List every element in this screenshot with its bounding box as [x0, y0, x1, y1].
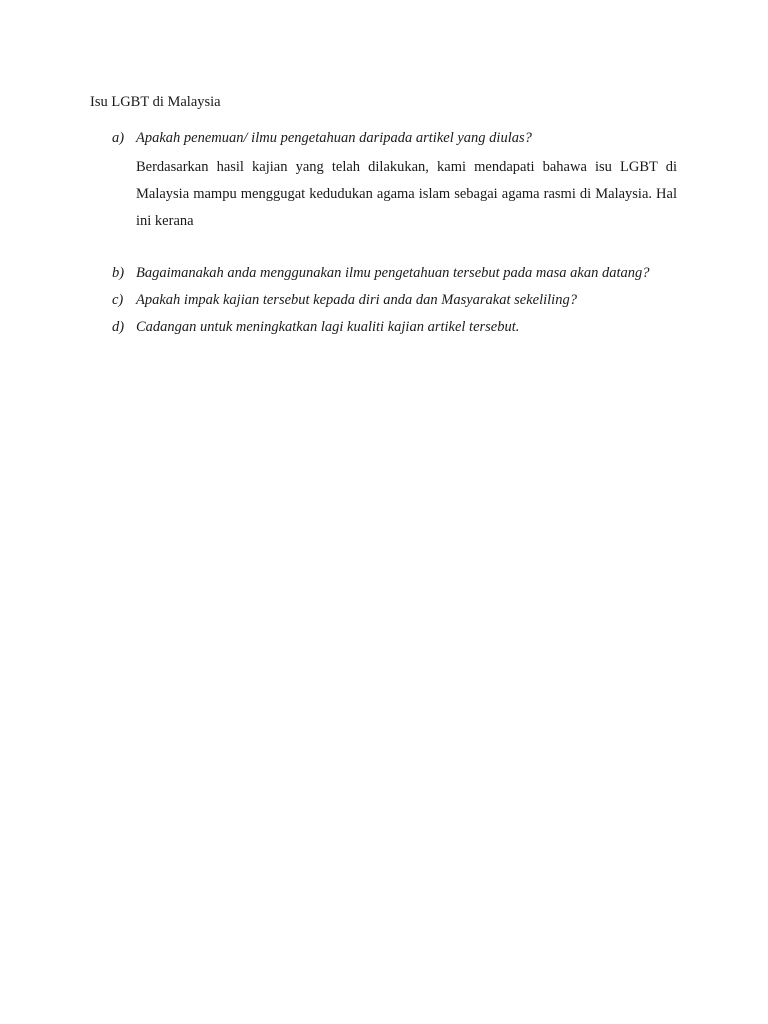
question-text: Apakah impak kajian tersebut kepada diri anda dan Masyarakat sekeliling? [136, 292, 577, 308]
question-text: Bagaimanakah anda menggunakan ilmu pengetahuan tersebut pada masa akan datang? [136, 265, 650, 281]
question-text: Apakah penemuan/ ilmu pengetahuan daripada artikel yang diulas? [136, 130, 532, 146]
question-marker: c) [112, 292, 124, 308]
question-marker: a) [112, 130, 125, 146]
question-text: Cadangan untuk meningkatkan lagi kualiti kajian artikel tersebut. [136, 319, 520, 335]
question-marker: d) [112, 319, 125, 335]
answer-a-paragraph: Berdasarkan hasil kajian yang telah dilakukan, kami mendapati bahawa isu LGBT di Malaysia mampu menggugat kedudukan agama islam sebagai agama rasmi di Malaysia. Hal ini kerana [136, 159, 677, 229]
document-title: Isu LGBT di Malaysia [90, 94, 221, 110]
question-marker: b) [112, 265, 125, 281]
